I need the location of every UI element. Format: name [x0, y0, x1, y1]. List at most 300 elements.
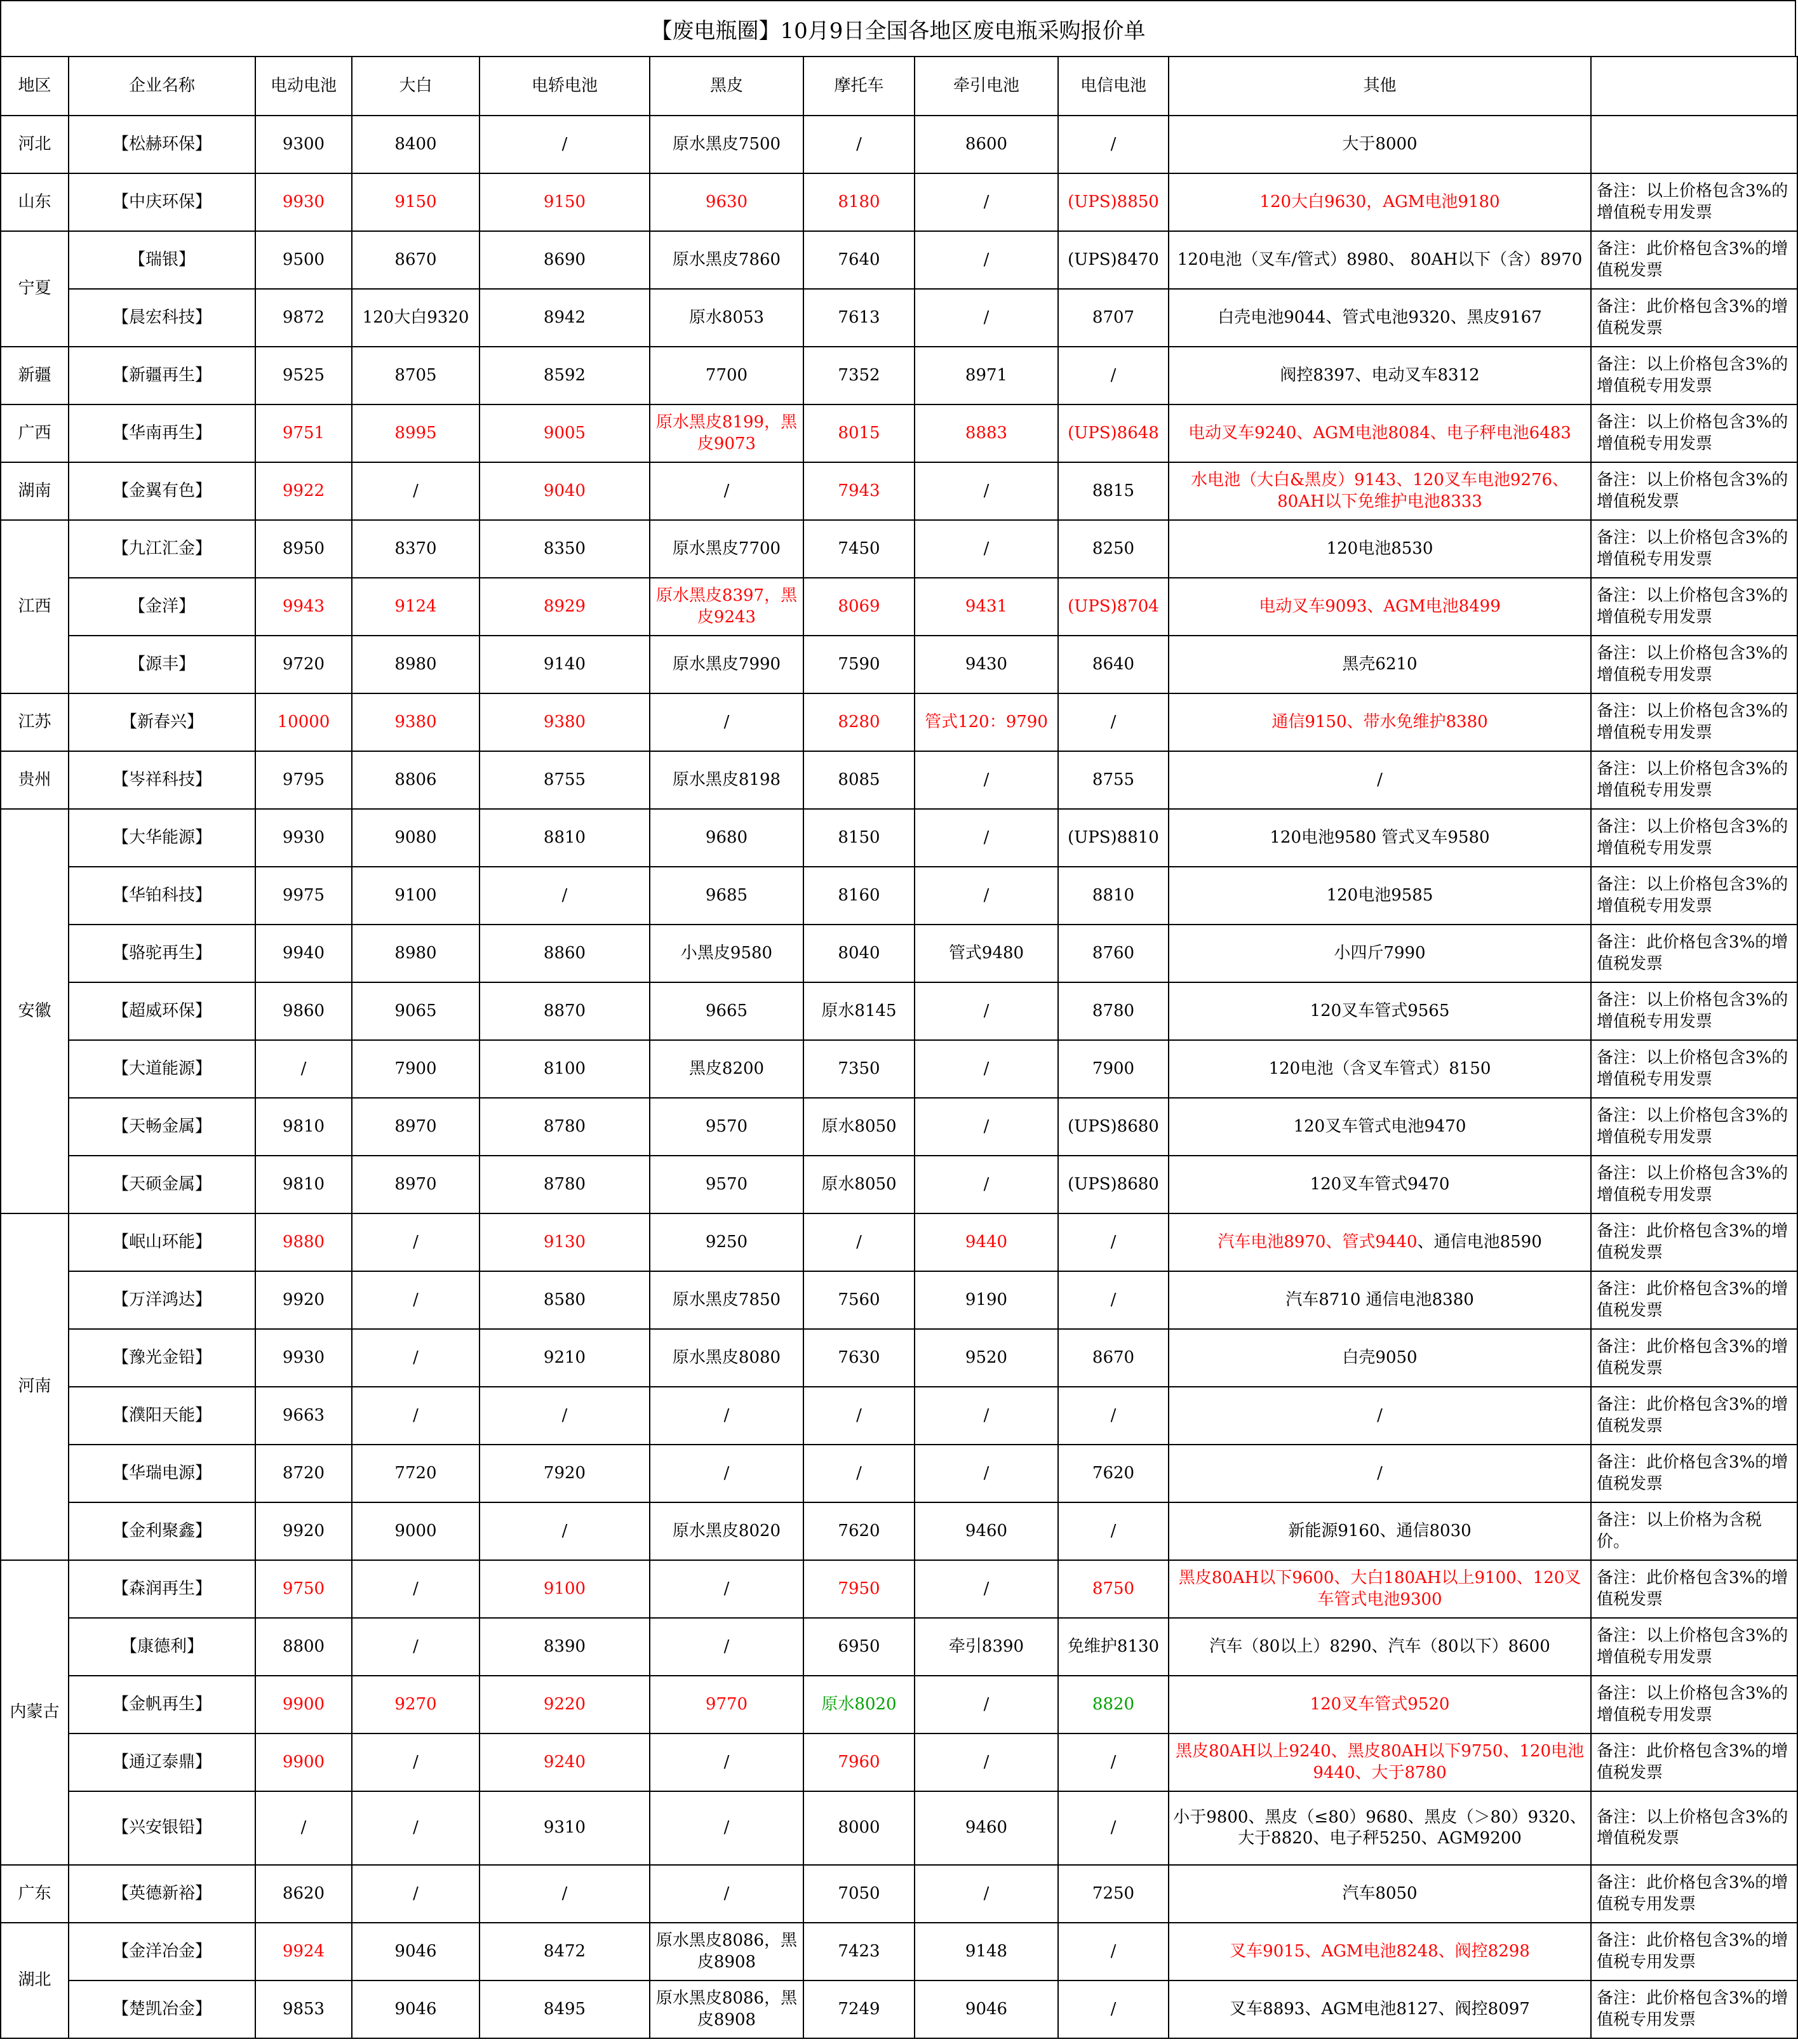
company-cell: 【豫光金铅】	[69, 1329, 255, 1387]
heipi-cell: 原水黑皮8198	[650, 751, 803, 809]
note-cell: 备注：以上价格包含3%的增值税专用发票	[1591, 867, 1797, 925]
other-cell: 汽车8710 通信电池8380	[1169, 1271, 1591, 1329]
other-cell: /	[1169, 1387, 1591, 1445]
table-row	[1, 1502, 1797, 1560]
region-cell: 河南	[1, 1213, 69, 1560]
car-battery-cell: /	[480, 1502, 650, 1560]
other-cell: 通信9150、带水免维护8380	[1169, 693, 1591, 751]
heipi-cell: 原水黑皮8397，黑皮9243	[650, 578, 803, 636]
heipi-cell: /	[650, 1733, 803, 1791]
ev-battery-cell: 9810	[255, 1156, 352, 1213]
company-cell: 【新疆再生】	[69, 347, 255, 404]
sheet-title: 【废电瓶圈】10月9日全国各地区废电瓶采购报价单	[0, 0, 1796, 56]
header-region: 地区	[1, 57, 69, 116]
region-cell: 山东	[1, 173, 69, 231]
car-battery-cell: 8690	[480, 231, 650, 289]
motorcycle-cell: 7613	[803, 289, 915, 347]
heipi-cell: 9570	[650, 1156, 803, 1213]
motorcycle-cell: /	[803, 1213, 915, 1271]
car-battery-cell: 8580	[480, 1271, 650, 1329]
header-company: 企业名称	[69, 57, 255, 116]
other-cell: 阀控8397、电动叉车8312	[1169, 347, 1591, 404]
traction-cell: /	[915, 1445, 1058, 1502]
motorcycle-cell: /	[803, 1387, 915, 1445]
company-cell: 【濮阳天能】	[69, 1387, 255, 1445]
traction-cell: /	[915, 1040, 1058, 1098]
table-row	[1, 1040, 1797, 1098]
other-cell: 120电池（叉车/管式）8980、 80AH以下（含）8970	[1169, 231, 1591, 289]
heipi-cell: 原水黑皮7850	[650, 1271, 803, 1329]
heipi-cell: /	[650, 1387, 803, 1445]
dabai-cell: 9046	[352, 1923, 480, 1981]
traction-cell: 9520	[915, 1329, 1058, 1387]
traction-cell: 牵引8390	[915, 1618, 1058, 1676]
heipi-cell: 原水黑皮7990	[650, 636, 803, 693]
table-row	[1, 289, 1797, 347]
company-cell: 【兴安银铅】	[69, 1791, 255, 1865]
other-cell: 120叉车管式9565	[1169, 982, 1591, 1040]
heipi-cell: 9570	[650, 1098, 803, 1156]
heipi-cell: 9685	[650, 867, 803, 925]
dabai-cell: 8705	[352, 347, 480, 404]
car-battery-cell: 8942	[480, 289, 650, 347]
other-cell: /	[1169, 751, 1591, 809]
note-cell: 备注：以上价格包含3%的增值税专用发票	[1591, 1040, 1797, 1098]
note-cell: 备注：以上价格包含3%的增值税专用发票	[1591, 578, 1797, 636]
dabai-cell: 7720	[352, 1445, 480, 1502]
note-cell: 备注：以上价格包含3%的增值税专用发票	[1591, 636, 1797, 693]
other-cell: 白壳9050	[1169, 1329, 1591, 1387]
heipi-cell: 9630	[650, 173, 803, 231]
region-cell: 安徽	[1, 809, 69, 1213]
traction-cell: /	[915, 809, 1058, 867]
heipi-cell: /	[650, 693, 803, 751]
traction-cell: /	[915, 289, 1058, 347]
note-cell: 备注：以上价格包含3%的增值税专用发票	[1591, 982, 1797, 1040]
heipi-cell: 原水黑皮7500	[650, 116, 803, 173]
company-cell: 【天硕金属】	[69, 1156, 255, 1213]
dabai-cell: 8670	[352, 231, 480, 289]
telecom-cell: (UPS)8680	[1058, 1156, 1169, 1213]
dabai-cell: 9080	[352, 809, 480, 867]
region-cell: 广东	[1, 1865, 69, 1923]
traction-cell: 9460	[915, 1502, 1058, 1560]
dabai-cell: 9380	[352, 693, 480, 751]
telecom-cell: 8750	[1058, 1560, 1169, 1618]
dabai-cell: 8806	[352, 751, 480, 809]
table-row	[1, 173, 1797, 231]
ev-battery-cell: 9720	[255, 636, 352, 693]
dabai-cell: /	[352, 1791, 480, 1865]
heipi-cell: /	[650, 1791, 803, 1865]
dabai-cell: 7900	[352, 1040, 480, 1098]
dabai-cell: /	[352, 1271, 480, 1329]
motorcycle-cell: 原水8050	[803, 1156, 915, 1213]
motorcycle-cell: 原水8145	[803, 982, 915, 1040]
other-cell: 120叉车管式9520	[1169, 1676, 1591, 1733]
ev-battery-cell: 9750	[255, 1560, 352, 1618]
car-battery-cell: 8860	[480, 925, 650, 982]
motorcycle-cell: 7943	[803, 462, 915, 520]
motorcycle-cell: 7960	[803, 1733, 915, 1791]
ev-battery-cell: 9810	[255, 1098, 352, 1156]
traction-cell: /	[915, 1387, 1058, 1445]
ev-battery-cell: 9975	[255, 867, 352, 925]
note-cell: 备注：以上价格包含3%的增值税专用发票	[1591, 1618, 1797, 1676]
region-cell: 湖北	[1, 1923, 69, 2038]
table-row	[1, 347, 1797, 404]
company-cell: 【瑞银】	[69, 231, 255, 289]
heipi-cell: /	[650, 1865, 803, 1923]
heipi-cell: /	[650, 462, 803, 520]
region-cell: 江西	[1, 520, 69, 693]
header-notes	[1591, 57, 1797, 116]
header-heipi: 黑皮	[650, 57, 803, 116]
car-battery-cell: 9130	[480, 1213, 650, 1271]
traction-cell: 8971	[915, 347, 1058, 404]
table-row	[1, 520, 1797, 578]
traction-cell: 9148	[915, 1923, 1058, 1981]
motorcycle-cell: 8085	[803, 751, 915, 809]
note-cell: 备注：此价格包含3%的增值税发票	[1591, 1560, 1797, 1618]
heipi-cell: 原水黑皮8199，黑皮9073	[650, 404, 803, 462]
header-other: 其他	[1169, 57, 1591, 116]
car-battery-cell: /	[480, 1387, 650, 1445]
telecom-cell: /	[1058, 347, 1169, 404]
table-row	[1, 1329, 1797, 1387]
ev-battery-cell: 9924	[255, 1923, 352, 1981]
ev-battery-cell: 9930	[255, 809, 352, 867]
motorcycle-cell: 7450	[803, 520, 915, 578]
telecom-cell: 8820	[1058, 1676, 1169, 1733]
table-row	[1, 1098, 1797, 1156]
header-car-battery: 电轿电池	[480, 57, 650, 116]
traction-cell: /	[915, 982, 1058, 1040]
dabai-cell: /	[352, 1618, 480, 1676]
header-ev-battery: 电动电池	[255, 57, 352, 116]
heipi-cell: 7700	[650, 347, 803, 404]
telecom-cell: 8670	[1058, 1329, 1169, 1387]
company-cell: 【森润再生】	[69, 1560, 255, 1618]
note-cell	[1591, 116, 1797, 173]
other-cell: 电动叉车9240、AGM电池8084、电子秤电池6483	[1169, 404, 1591, 462]
motorcycle-cell: 8040	[803, 925, 915, 982]
note-cell: 备注：以上价格包含3%的增值税专用发票	[1591, 404, 1797, 462]
table-row	[1, 1387, 1797, 1445]
dabai-cell: 8970	[352, 1098, 480, 1156]
note-cell: 备注：此价格包含3%的增值税专用发票	[1591, 1865, 1797, 1923]
table-row	[1, 1676, 1797, 1733]
motorcycle-cell: 8000	[803, 1791, 915, 1865]
price-table	[0, 56, 1798, 2039]
region-cell: 湖南	[1, 462, 69, 520]
heipi-cell: 原水黑皮8080	[650, 1329, 803, 1387]
heipi-cell: 原水黑皮7700	[650, 520, 803, 578]
ev-battery-cell: 9922	[255, 462, 352, 520]
telecom-cell: /	[1058, 1923, 1169, 1981]
car-battery-cell: 9005	[480, 404, 650, 462]
telecom-cell: /	[1058, 1387, 1169, 1445]
telecom-cell: /	[1058, 116, 1169, 173]
traction-cell: /	[915, 1865, 1058, 1923]
header-row	[1, 57, 1797, 116]
table-row	[1, 1865, 1797, 1923]
traction-cell: 8883	[915, 404, 1058, 462]
car-battery-cell: 8929	[480, 578, 650, 636]
ev-battery-cell: 9500	[255, 231, 352, 289]
heipi-cell: /	[650, 1560, 803, 1618]
note-cell: 备注：此价格包含3%的增值税专用发票	[1591, 1981, 1797, 2038]
telecom-cell: /	[1058, 1213, 1169, 1271]
telecom-cell: 8250	[1058, 520, 1169, 578]
heipi-cell: 9665	[650, 982, 803, 1040]
car-battery-cell: 8755	[480, 751, 650, 809]
dabai-cell: 120大白9320	[352, 289, 480, 347]
note-cell: 备注：以上价格包含3%的增值税专用发票	[1591, 809, 1797, 867]
note-cell: 备注：以上价格包含3%的增值税专用发票	[1591, 173, 1797, 231]
other-cell: 黑壳6210	[1169, 636, 1591, 693]
motorcycle-cell: 8160	[803, 867, 915, 925]
note-cell: 备注：以上价格包含3%的增值税专用发票	[1591, 751, 1797, 809]
note-cell: 备注：以上价格包含3%的增值税发票	[1591, 462, 1797, 520]
dabai-cell: /	[352, 1865, 480, 1923]
ev-battery-cell: 8620	[255, 1865, 352, 1923]
ev-battery-cell: 8800	[255, 1618, 352, 1676]
note-cell: 备注：以上价格为含税价。	[1591, 1502, 1797, 1560]
car-battery-cell: 9150	[480, 173, 650, 231]
telecom-cell: /	[1058, 1733, 1169, 1791]
other-cell: 叉车9015、AGM电池8248、阀控8298	[1169, 1923, 1591, 1981]
motorcycle-cell: 7423	[803, 1923, 915, 1981]
ev-battery-cell: 9853	[255, 1981, 352, 2038]
car-battery-cell: 8495	[480, 1981, 650, 2038]
other-cell: /	[1169, 1445, 1591, 1502]
company-cell: 【晨宏科技】	[69, 289, 255, 347]
traction-cell: /	[915, 751, 1058, 809]
note-cell: 备注：此价格包含3%的增值税发票	[1591, 1271, 1797, 1329]
telecom-cell: /	[1058, 1502, 1169, 1560]
table-row	[1, 1981, 1797, 2038]
header-telecom: 电信电池	[1058, 57, 1169, 116]
ev-battery-cell: 9751	[255, 404, 352, 462]
ev-battery-cell: 9860	[255, 982, 352, 1040]
table-row	[1, 578, 1797, 636]
table-row	[1, 867, 1797, 925]
ev-battery-cell: 9920	[255, 1271, 352, 1329]
motorcycle-cell: 8280	[803, 693, 915, 751]
ev-battery-cell: 9795	[255, 751, 352, 809]
motorcycle-cell: 7620	[803, 1502, 915, 1560]
car-battery-cell: 8780	[480, 1156, 650, 1213]
traction-cell: 8600	[915, 116, 1058, 173]
heipi-cell: 9250	[650, 1213, 803, 1271]
company-cell: 【金洋冶金】	[69, 1923, 255, 1981]
telecom-cell: 8760	[1058, 925, 1169, 982]
traction-cell: 管式120：9790	[915, 693, 1058, 751]
motorcycle-cell: 7560	[803, 1271, 915, 1329]
heipi-cell: 原水8053	[650, 289, 803, 347]
dabai-cell: 8400	[352, 116, 480, 173]
company-cell: 【源丰】	[69, 636, 255, 693]
traction-cell: /	[915, 1156, 1058, 1213]
dabai-cell: 8980	[352, 925, 480, 982]
company-cell: 【中庆环保】	[69, 173, 255, 231]
car-battery-cell: 9040	[480, 462, 650, 520]
region-cell: 广西	[1, 404, 69, 462]
company-cell: 【康德利】	[69, 1618, 255, 1676]
note-cell: 备注：以上价格包含3%的增值税专用发票	[1591, 1098, 1797, 1156]
car-battery-cell: /	[480, 867, 650, 925]
company-cell: 【华南再生】	[69, 404, 255, 462]
car-battery-cell: 8592	[480, 347, 650, 404]
car-battery-cell: /	[480, 116, 650, 173]
dabai-cell: /	[352, 1387, 480, 1445]
other-cell: 120电池8530	[1169, 520, 1591, 578]
motorcycle-cell: 7350	[803, 1040, 915, 1098]
ev-battery-cell: 9663	[255, 1387, 352, 1445]
telecom-cell: 免维护8130	[1058, 1618, 1169, 1676]
dabai-cell: /	[352, 462, 480, 520]
other-cell: 120电池（含叉车管式）8150	[1169, 1040, 1591, 1098]
note-cell: 备注：以上价格包含3%的增值税专用发票	[1591, 693, 1797, 751]
ev-battery-cell: 9900	[255, 1733, 352, 1791]
note-cell: 备注：以上价格包含3%的增值税专用发票	[1591, 1676, 1797, 1733]
telecom-cell: /	[1058, 693, 1169, 751]
other-cell: 叉车8893、AGM电池8127、阀控8097	[1169, 1981, 1591, 2038]
region-cell: 宁夏	[1, 231, 69, 347]
traction-cell: /	[915, 1098, 1058, 1156]
traction-cell: /	[915, 520, 1058, 578]
region-cell: 江苏	[1, 693, 69, 751]
motorcycle-cell: 7630	[803, 1329, 915, 1387]
ev-battery-cell: 9930	[255, 1329, 352, 1387]
heipi-cell: /	[650, 1445, 803, 1502]
car-battery-cell: 7920	[480, 1445, 650, 1502]
telecom-cell: (UPS)8810	[1058, 809, 1169, 867]
company-cell: 【大华能源】	[69, 809, 255, 867]
traction-cell: 9430	[915, 636, 1058, 693]
company-cell: 【九江汇金】	[69, 520, 255, 578]
table-row	[1, 231, 1797, 289]
table-row	[1, 809, 1797, 867]
dabai-cell: 9100	[352, 867, 480, 925]
motorcycle-cell: 8180	[803, 173, 915, 231]
motorcycle-cell: /	[803, 116, 915, 173]
traction-cell: 管式9480	[915, 925, 1058, 982]
car-battery-cell: 9100	[480, 1560, 650, 1618]
telecom-cell: (UPS)8648	[1058, 404, 1169, 462]
company-cell: 【英德新裕】	[69, 1865, 255, 1923]
company-cell: 【松赫环保】	[69, 116, 255, 173]
car-battery-cell: 8100	[480, 1040, 650, 1098]
car-battery-cell: 8472	[480, 1923, 650, 1981]
traction-cell: 9440	[915, 1213, 1058, 1271]
car-battery-cell: 8810	[480, 809, 650, 867]
note-cell: 备注：此价格包含3%的增值税发票	[1591, 1213, 1797, 1271]
traction-cell: 9190	[915, 1271, 1058, 1329]
traction-cell: /	[915, 462, 1058, 520]
motorcycle-cell: 7590	[803, 636, 915, 693]
dabai-cell: 9000	[352, 1502, 480, 1560]
other-cell: 黑皮80AH以下9600、大白180AH以上9100、120叉车管式电池9300	[1169, 1560, 1591, 1618]
motorcycle-cell: /	[803, 1445, 915, 1502]
note-cell: 备注：此价格包含3%的增值税专用发票	[1591, 1923, 1797, 1981]
note-cell: 备注：此价格包含3%的增值税发票	[1591, 231, 1797, 289]
note-cell: 备注：此价格包含3%的增值税发票	[1591, 289, 1797, 347]
car-battery-cell: 9240	[480, 1733, 650, 1791]
note-cell: 备注：此价格包含3%的增值税发票	[1591, 1329, 1797, 1387]
telecom-cell: 8810	[1058, 867, 1169, 925]
motorcycle-cell: 7640	[803, 231, 915, 289]
dabai-cell: 9124	[352, 578, 480, 636]
dabai-cell: 9270	[352, 1676, 480, 1733]
heipi-cell: 原水黑皮7860	[650, 231, 803, 289]
dabai-cell: /	[352, 1213, 480, 1271]
company-cell: 【超威环保】	[69, 982, 255, 1040]
note-cell: 备注：此价格包含3%的增值税发票	[1591, 925, 1797, 982]
table-row	[1, 1213, 1797, 1271]
dabai-cell: /	[352, 1560, 480, 1618]
ev-battery-cell: 9943	[255, 578, 352, 636]
dabai-cell: 8980	[352, 636, 480, 693]
other-cell: 水电池（大白&黑皮）9143、120叉车电池9276、80AH以下免维护电池8333	[1169, 462, 1591, 520]
dabai-cell: 9150	[352, 173, 480, 231]
traction-cell: /	[915, 867, 1058, 925]
other-cell: 电动叉车9093、AGM电池8499	[1169, 578, 1591, 636]
company-cell: 【通辽泰鼎】	[69, 1733, 255, 1791]
telecom-cell: /	[1058, 1271, 1169, 1329]
company-cell: 【新春兴】	[69, 693, 255, 751]
motorcycle-cell: 6950	[803, 1618, 915, 1676]
other-cell: 120电池9580 管式叉车9580	[1169, 809, 1591, 867]
heipi-cell: 黑皮8200	[650, 1040, 803, 1098]
heipi-cell: 原水黑皮8020	[650, 1502, 803, 1560]
table-row	[1, 1560, 1797, 1618]
telecom-cell: /	[1058, 1981, 1169, 2038]
note-cell: 备注：此价格包含3%的增值税发票	[1591, 1445, 1797, 1502]
motorcycle-cell: 8150	[803, 809, 915, 867]
ev-battery-cell: 10000	[255, 693, 352, 751]
dabai-cell: 8995	[352, 404, 480, 462]
dabai-cell: /	[352, 1733, 480, 1791]
dabai-cell: 9065	[352, 982, 480, 1040]
other-cell: 新能源9160、通信8030	[1169, 1502, 1591, 1560]
dabai-cell: 8370	[352, 520, 480, 578]
ev-battery-cell: 9900	[255, 1676, 352, 1733]
header-dabai: 大白	[352, 57, 480, 116]
table-row	[1, 693, 1797, 751]
note-cell: 备注：此价格包含3%的增值税发票	[1591, 1733, 1797, 1791]
other-cell: 小于9800、黑皮（≤80）9680、黑皮（＞80）9320、大于8820、电子秤5250、AGM9200	[1169, 1791, 1591, 1865]
telecom-cell: 7620	[1058, 1445, 1169, 1502]
telecom-cell: 7900	[1058, 1040, 1169, 1098]
heipi-cell: 9770	[650, 1676, 803, 1733]
table-row	[1, 404, 1797, 462]
other-text-part: 汽车电池8970、管式9440	[1218, 1232, 1418, 1252]
car-battery-cell: 9380	[480, 693, 650, 751]
company-cell: 【岷山环能】	[69, 1213, 255, 1271]
table-row	[1, 1445, 1797, 1502]
telecom-cell: 8707	[1058, 289, 1169, 347]
other-text-part: 、通信电池8590	[1417, 1232, 1542, 1252]
traction-cell: 9046	[915, 1981, 1058, 2038]
car-battery-cell: 9210	[480, 1329, 650, 1387]
region-cell: 贵州	[1, 751, 69, 809]
company-cell: 【华瑞电源】	[69, 1445, 255, 1502]
heipi-cell: 原水黑皮8086，黑皮8908	[650, 1923, 803, 1981]
motorcycle-cell: 7249	[803, 1981, 915, 2038]
company-cell: 【金翼有色】	[69, 462, 255, 520]
